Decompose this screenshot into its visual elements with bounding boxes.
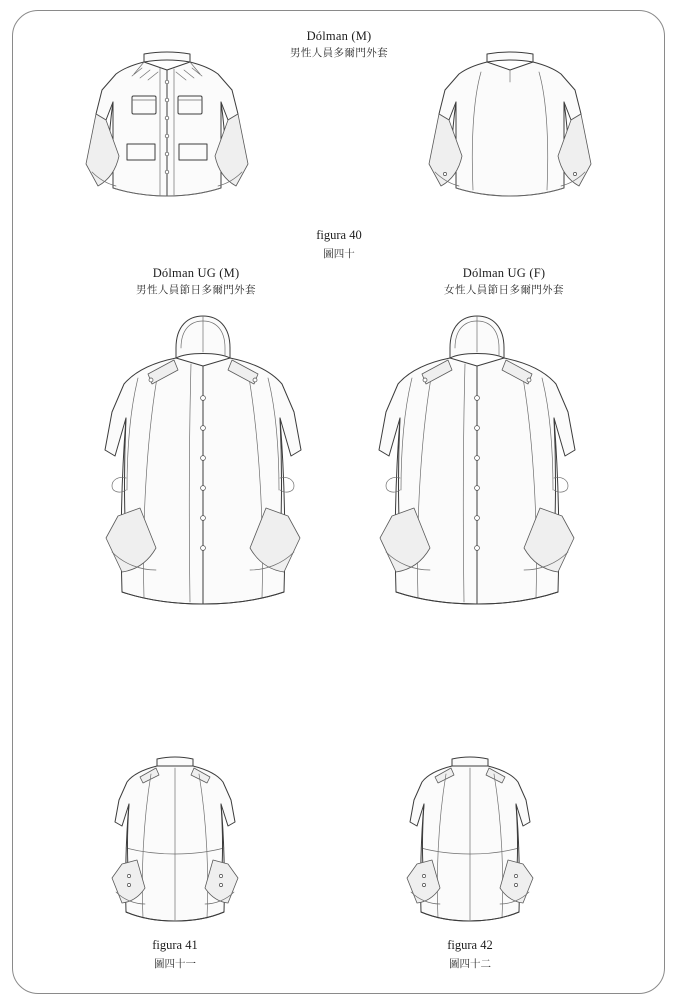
illustration-dolman-m-front (72, 48, 262, 213)
figure-label-42 (420, 938, 520, 971)
figure-label-41 (125, 938, 225, 971)
caption-dolman-ug-f (404, 265, 604, 297)
caption-dolman-ug-f-cjk: 女性人員節日多爾門外套 (444, 284, 564, 296)
caption-dolman-ug-f-latin: Dólman UG (F) (462, 266, 546, 280)
illustration-dolman-ug-f-back (390, 752, 550, 927)
illustration-dolman-ug-m-front (78, 300, 328, 690)
illustration-dolman-m-back (415, 48, 605, 213)
caption-dolman-ug-m (96, 265, 296, 297)
figure-41-cjk: 圖四十一 (154, 958, 196, 970)
illustration-dolman-ug-m-back (95, 752, 255, 927)
caption-dolman-m (239, 28, 439, 60)
figure-40-cjk: 圖四十 (323, 248, 355, 260)
caption-dolman-m-cjk: 男性人員多爾門外套 (289, 47, 389, 59)
figure-label-40 (289, 228, 389, 261)
figure-40-latin: figura 40 (316, 228, 362, 242)
caption-dolman-ug-m-latin: Dólman UG (M) (152, 266, 240, 280)
caption-dolman-m-latin: Dólman (M) (306, 29, 372, 43)
figure-41-latin: figura 41 (152, 938, 198, 952)
figure-42-latin: figura 42 (447, 938, 493, 952)
caption-dolman-ug-m-cjk: 男性人員節日多爾門外套 (136, 284, 256, 296)
illustration-dolman-ug-f-front (352, 300, 602, 690)
figure-42-cjk: 圖四十二 (449, 958, 491, 970)
